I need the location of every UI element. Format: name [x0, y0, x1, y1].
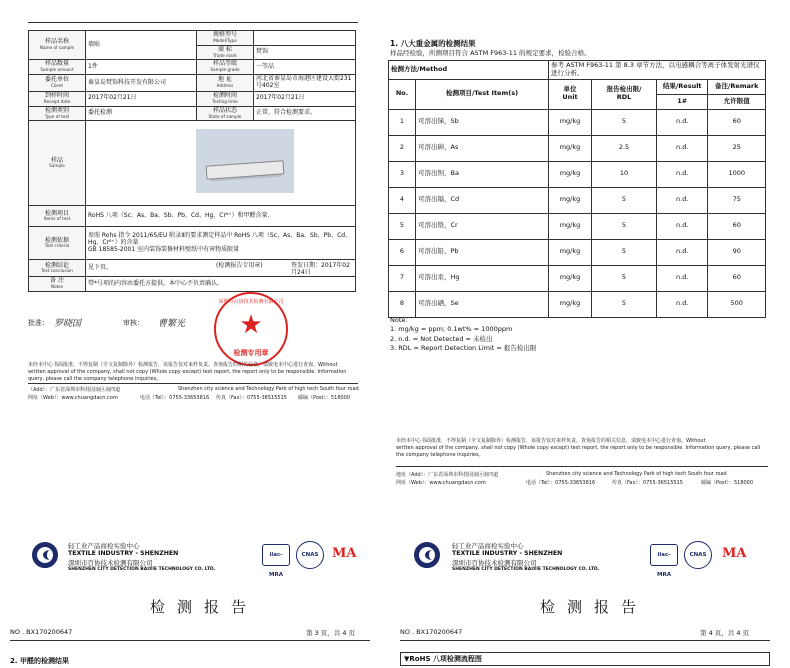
- cnas-badge-icon: CNAS: [296, 541, 324, 569]
- table-row: [29, 60, 356, 75]
- lab-name-block: [68, 542, 215, 573]
- table-row: 3 可溶出钡，Ba mg/kg 10 n.d. 1000: [389, 161, 766, 187]
- table-row: [29, 206, 356, 227]
- right-org-name-zh: 轻工业产品商检实验中心: [452, 542, 524, 550]
- header-limit: 允许限值: [708, 94, 766, 109]
- table-row: 8 可溶出硒，Se mg/kg 5 n.d. 500: [389, 291, 766, 317]
- heavy-metal-table: [388, 60, 766, 318]
- method-label: 检测方法/Method: [389, 61, 549, 80]
- table-row: 2 可溶出砷，As mg/kg 2.5 n.d. 25: [389, 135, 766, 161]
- sample-info-table: [28, 30, 356, 292]
- telephone: 电话（Tel）：0755-33653816: [140, 395, 210, 401]
- address-zh: （Add）：广东省深圳市科技园南区南四道: [28, 387, 121, 393]
- right-org-name-zh2: 深圳市百协技术检测有限公司: [452, 558, 537, 567]
- right-address-en: Shenzhen city science and Technology Park of high tech South four road: [546, 471, 727, 477]
- right-ilac-mra-badge-icon: ilac-MRA: [650, 544, 678, 566]
- header-no: No.: [389, 79, 416, 109]
- amount-value: 1件: [86, 60, 197, 75]
- right-cma-badge-icon: MA: [722, 546, 747, 561]
- table-row: 4 可溶出镉，Cd mg/kg 5 n.d. 75: [389, 187, 766, 213]
- testing-time-value: 2017年02月21日: [254, 91, 356, 106]
- right-disclaimer: [396, 438, 766, 458]
- table-notes: [390, 316, 536, 354]
- note-heading: Note：: [390, 316, 412, 324]
- header-item: 检测项目/Test Item(s): [416, 79, 549, 109]
- right-page-number: 第 4 页，共 4 页: [700, 629, 750, 637]
- table-row: [29, 121, 356, 206]
- table-row: [29, 91, 356, 106]
- report-title: 检测报告: [150, 598, 259, 616]
- test-items-value: RoHS 八项（Sc、As、Ba、Sb、Pb、Cd、Hg、Cr⁶⁺）和甲醛含量.: [86, 206, 356, 227]
- right-lab-name-block: [452, 542, 599, 573]
- method-row: [389, 61, 766, 80]
- cma-badge-icon: MA: [332, 546, 357, 561]
- right-report-number: NO . BX170200647: [400, 628, 463, 636]
- conclusion-text: 见下页。: [88, 263, 113, 271]
- address-value: 河北省秦皇岛市海港区建设大街231号402室: [254, 75, 356, 92]
- grade-label: 样品等级 Sample grade: [197, 60, 254, 75]
- test-items-label: 检测项目 Items of test: [29, 206, 86, 227]
- inspection-stamp: [214, 292, 288, 366]
- header-result-sample: 1#: [657, 94, 708, 109]
- sample-photo-cell: [86, 121, 356, 206]
- org-name-en: TEXTILE INDUSTRY - SHENZHEN: [68, 550, 179, 558]
- name-value: 墙贴: [86, 31, 197, 60]
- right-address-block: [396, 471, 768, 487]
- table-row: 1 可溶出锑，Sb mg/kg 5 n.d. 60: [389, 109, 766, 135]
- address-en: Shenzhen city science and Technology Park of high tech South four road: [178, 386, 359, 392]
- right-cnas-badge-icon: CNAS: [684, 541, 712, 569]
- review-label: 审核：: [123, 319, 144, 327]
- address-block: [28, 386, 358, 402]
- page-number: 第 3 页，共 4 页: [306, 629, 356, 637]
- table-row: 6 可溶出铅，Pb mg/kg 5 n.d. 90: [389, 239, 766, 265]
- org-name-zh2: 深圳市百协技术检测有限公司: [68, 558, 153, 567]
- right-website: 网址（Web）：www.chuangdacn.com: [396, 480, 486, 486]
- note-1: 1. mg/kg = ppm; 0.1wt% = 1000ppm: [390, 325, 513, 334]
- footer-rule: [28, 383, 358, 384]
- address-label: 地 址 Address: [197, 75, 254, 92]
- table-row: 5 可溶出铬，Cr mg/kg 5 n.d. 60: [389, 213, 766, 239]
- right-disclaimer-en: written approval of the company, shall not copy (Whole copy except) test report, the report only to be responsible. Information query, please call the company telephone inquiries。: [396, 444, 761, 458]
- approve-signature: 罗晓国: [54, 319, 82, 329]
- header-unit: 单位 Unit: [549, 79, 592, 109]
- website: 网址（Web）：www.chuangdacn.com: [28, 395, 118, 401]
- header-result: 结果/Result: [657, 79, 708, 94]
- review-signature: 曹繁光: [158, 319, 186, 329]
- header-rdl: 报告检出限/ RDL: [592, 79, 657, 109]
- grade-value: 一等品: [254, 60, 356, 75]
- model-label: 规格型号 Model/Type: [197, 31, 254, 46]
- metal-section-title: 1. 八大重金属的检测结果: [390, 39, 476, 48]
- amount-label: 样品数量 Sample amount: [29, 60, 86, 75]
- left-bottom-rule: [10, 640, 370, 641]
- client-label: 委托单位 Client: [29, 75, 86, 92]
- lab-logo-icon: [32, 542, 58, 568]
- state-value: 正常，符合检测要求。: [254, 106, 356, 121]
- disclaimer-en: written approval of the company, shall not copy (Whole copy except) test report, the report only to be responsible. Information query, please call the company telephone inquiries。: [28, 368, 347, 382]
- conclusion-value: [86, 260, 356, 277]
- model-value: [254, 31, 356, 46]
- remark-label: 备 注 Notes: [29, 277, 86, 292]
- table-row: [29, 106, 356, 121]
- sample-photo: [196, 129, 294, 193]
- note-2: 2. n.d. = Not Detected = 未检出: [390, 334, 493, 343]
- stamp-rim-text: 深圳市百协技术检测有限公司: [218, 299, 284, 305]
- next-section-title: 2. 甲醛的检测结果: [10, 657, 69, 665]
- right-footer-rule: [396, 466, 768, 467]
- table-row: [29, 277, 356, 292]
- right-org-name-en: TEXTILE INDUSTRY - SHENZHEN: [452, 550, 563, 558]
- receipt-value: 2017年02月21日: [86, 91, 197, 106]
- client-value: 秦皇岛焚饰科技开发有限公司: [86, 75, 197, 92]
- right-org-name-en2: SHENZHEN CITY DETECTION BAIXIE TECHNOLOGY CO. LTD.: [452, 566, 600, 572]
- next-flowchart-title: ▼RoHS 八项检测流程图: [400, 652, 770, 666]
- table-row: 7 可溶出汞，Hg mg/kg 5 n.d. 60: [389, 265, 766, 291]
- type-label: 检测类别 Type of test: [29, 106, 86, 121]
- name-label: 样品名称 Name of sample: [29, 31, 86, 60]
- table-row: [29, 31, 356, 46]
- right-address-zh: 地址（Add）：广东省深圳市科技园南区南四道: [396, 472, 499, 478]
- postcode: 邮编（Post）：518000: [298, 395, 351, 401]
- metal-section-summary: 样品经检验，所测项目符合 ASTM F963-11 的规定要求，检验合格。: [390, 49, 591, 57]
- org-name-en2: SHENZHEN CITY DETECTION BAIXIE TECHNOLOGY CO. LTD.: [68, 566, 216, 572]
- sample-label: 样品 Sample: [29, 121, 86, 206]
- remark-value: 带*号项的内容由委托方提供，本中心不负责确认。: [86, 277, 356, 292]
- conclusion-stamp-note: (检测报告专用章): [216, 262, 263, 270]
- issue-date: 签发日期：2017年02月24日: [291, 262, 350, 277]
- disclaimer-zh: 未经本中心书面批准，不得复制（全文复制除外）检测报告，该报告仅对来样负责。查询报告的相关信息，请致电本中心进行查询。Without: [28, 362, 338, 368]
- table-row: [29, 260, 356, 277]
- criteria-value: [86, 227, 356, 260]
- report-number: NO . BX170200647: [10, 628, 73, 636]
- top-rule: [28, 22, 358, 23]
- criteria-label: 检测依据 Test criteria: [29, 227, 86, 260]
- trademark-label: 商 标 Trade mark: [197, 45, 254, 60]
- right-bottom-rule: [400, 640, 770, 641]
- approve-label: 批准：: [28, 319, 49, 327]
- right-disclaimer-zh: 未经本中心书面批准，不得复制（全文复制除外）检测报告，该报告仅对来样负责。查询报告的相关信息，请致电本中心进行查询。Without: [396, 438, 706, 444]
- table-row: [29, 75, 356, 92]
- right-fax: 传真（Fax）：0755-36515515: [612, 480, 683, 486]
- type-value: 委托检测: [86, 106, 197, 121]
- fax: 传真（Fax）：0755-36515515: [216, 395, 287, 401]
- stamp-star-icon: ★: [239, 310, 263, 340]
- ilac-mra-badge-icon: ilac-MRA: [262, 544, 290, 566]
- right-report-title: 检测报告: [540, 598, 649, 616]
- org-name-zh: 轻工业产品商检实验中心: [68, 542, 140, 550]
- disclaimer: [28, 362, 358, 382]
- method-text: 参考 ASTM F963-11 第 8.3 章节方法，以电感耦合等离子体发射光谱仪进行分析。: [549, 61, 766, 80]
- header-row: [389, 79, 766, 94]
- criteria-line-2: GB 18585-2001 室内装饰装修材料壁纸中有害物质限量: [88, 245, 240, 253]
- report-page-left: [0, 0, 392, 520]
- note-3: 3. RDL = Report Detection Limit = 报告检出限: [390, 344, 537, 353]
- right-postcode: 邮编（Post）：518000: [701, 480, 754, 486]
- state-label: 样品状态 State of sample: [197, 106, 254, 121]
- trademark-value: 焚饰: [254, 45, 356, 60]
- right-telephone: 电话（Tel）：0755-33653816: [526, 480, 596, 486]
- receipt-label: 到样时间 Receipt date: [29, 91, 86, 106]
- right-lab-logo-icon: [414, 542, 440, 568]
- table-row: [29, 227, 356, 260]
- stamp-text: 检测专用章: [233, 349, 269, 357]
- conclusion-label: 检测结论 Test conclusion: [29, 260, 86, 277]
- header-remark: 备注/Remark: [708, 79, 766, 94]
- criteria-line-1: 参照 Rohs 指令 2011/65/EU 附录Ⅱ的要求测定样品中 RoHS 八项（Sc、As、Ba、Sb、Pb、Cd、Hg、Cr⁶⁺）的含量: [88, 232, 352, 246]
- testing-time-label: 检测时间 Testing time: [197, 91, 254, 106]
